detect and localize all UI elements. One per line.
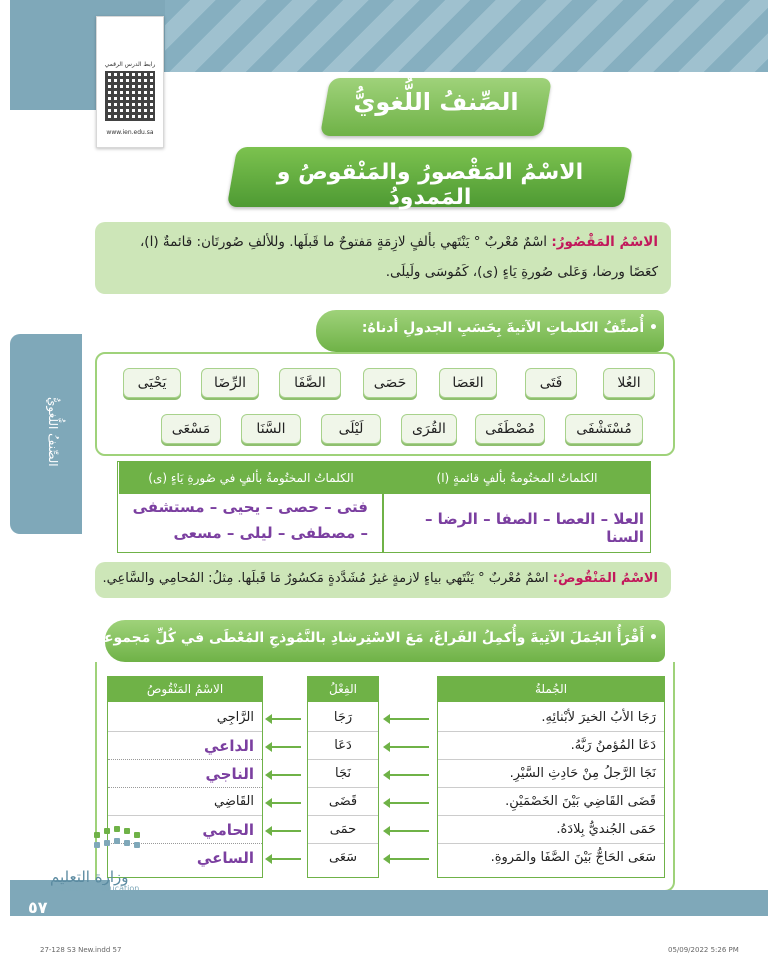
page-title: الصِّنفُ اللُّغويُّ	[353, 88, 519, 116]
arrow-left-icon	[389, 774, 429, 776]
arrow-left-icon	[389, 802, 429, 804]
noun-cell: القَاضِي	[108, 788, 262, 816]
arrow-left-icon	[389, 746, 429, 748]
noun-cell: الرَّاجِي	[108, 704, 262, 732]
word-chip: العَصَا	[439, 368, 497, 398]
verb-cell: نَجَا	[308, 760, 378, 788]
noun-answer-field[interactable]: الحامي	[108, 816, 262, 844]
word-chip: الصَّفَا	[279, 368, 341, 398]
definition-text: اسْمٌ مُعْربٌ ° يَنْتَهي بياءٍ لازمةٍ غيرُ مُشَدَّدةٍ مَكسُورٌ مَا قَبلَها. مِثلُ: المُحامِي والسَّاعِي.	[102, 571, 549, 586]
verb-cell: رَجَا	[308, 704, 378, 732]
exercise-panel	[95, 662, 675, 892]
verb-cell: قَضَى	[308, 788, 378, 816]
definition-box-maqsur	[95, 222, 671, 294]
sentence-cell: رَجَا الأبُ الخيرَ لأبْنائِهِ.	[438, 704, 664, 732]
arrow-left-icon	[389, 858, 429, 860]
qr-code-icon[interactable]	[105, 71, 155, 121]
ministry-name: وزارة التعليم	[50, 868, 129, 886]
verb-cell: دَعَا	[308, 732, 378, 760]
verb-cell: حمَى	[308, 816, 378, 844]
arrow-left-icon	[271, 830, 301, 832]
side-tab-label: الصِّنفُ اللُّغويُّ	[46, 397, 60, 467]
page-subtitle: الاسْمُ المَقْصورُ والمَنْقوصُ و المَمدودُ	[276, 160, 584, 210]
bottom-band	[10, 890, 768, 916]
verb-cell: سَعَى	[308, 844, 378, 872]
top-band-pattern	[165, 0, 768, 72]
answer-ya-line-1[interactable]: فتى – حصى – يحيى – مستشفى	[132, 498, 368, 516]
definition-line-2: كعَصًا ورضا، وَعَلى صُورةِ يَاءٍ (ى)، كَمُوسَى ولَيلَى.	[385, 264, 658, 280]
classification-table	[117, 461, 651, 553]
word-chip: مُسْتَشْفَى	[565, 414, 643, 444]
word-chip: حَصَى	[363, 368, 417, 398]
sentence-cell: دَعَا المُؤمنُ رَبَّهُ.	[438, 732, 664, 760]
definition-term: الاسْمُ المَقْصُورُ:	[551, 234, 658, 250]
word-chip: الرِّضَا	[201, 368, 259, 398]
word-chip: القُرَى	[401, 414, 457, 444]
arrow-left-icon	[271, 802, 301, 804]
question-2: • أَقْرَأُ الجُمَلَ الآتِيةَ وأُكمِلُ الفَراغَ، مَعَ الاسْتِرشادِ بالنَّمُوذجِ المُعْطَى في كُلِّ مَجموعةٍ:	[89, 630, 658, 646]
answer-ya-line-2[interactable]: – مصطفى – ليلى – مسعى	[173, 524, 368, 542]
word-chip: فَتَى	[525, 368, 577, 398]
arrow-left-icon	[271, 746, 301, 748]
table-header-ya: الكلماتُ المختُومةُ بألفٍ في صُورةِ يَاءٍ (ى)	[118, 462, 383, 494]
sentence-cell: قَضَى القَاضِي بَيْنَ الخَصْمَيْنِ.	[438, 788, 664, 816]
words-panel	[95, 352, 675, 456]
answer-qaima[interactable]: العلا – العصا – الصفا – الرضا – السنا	[424, 510, 644, 546]
footer-date: 05/09/2022 5:26 PM	[668, 946, 739, 954]
definition-text: اسْمٌ مُعْربٌ ° يَنْتَهي بألفٍ لازِمَةٍ مَفتوحٌ ما قَبلَها. وللألفِ صُورتَان: قائمةٌ (ا)،	[139, 234, 548, 250]
footer-file: 27-128 S3 New.indd 57	[40, 946, 122, 954]
arrow-left-icon	[389, 830, 429, 832]
noun-answer-field[interactable]: الداعي	[108, 732, 262, 760]
word-chip: مَسْعَى	[161, 414, 221, 444]
page-number: ٥٧	[28, 898, 48, 917]
word-chip: العُلا	[603, 368, 655, 398]
arrow-left-icon	[271, 774, 301, 776]
word-chip: السَّنَا	[241, 414, 301, 444]
noun-answer-field[interactable]: الساعي	[108, 844, 262, 872]
sentence-cell: نَجَا الرَّجلُ مِنْ حَادِثِ السَّيْرِ.	[438, 760, 664, 788]
ministry-name-en: Ministry of Education	[55, 884, 140, 893]
sentence-cell: سَعَى الحَاجُّ بَيْنَ الصَّفَا والمَروةِ.	[438, 844, 664, 872]
qr-title: رابط الدرس الرقمي	[104, 61, 156, 68]
definition-term: الاسْمُ المَنْقُوصُ:	[552, 571, 658, 586]
word-chip: مُصْطَفَى	[475, 414, 545, 444]
arrow-left-icon	[271, 718, 301, 720]
word-chip: يَحْيَى	[123, 368, 181, 398]
column-header-verb: الفِعْلُ	[307, 676, 379, 702]
question-1: • أُصنِّفُ الكلماتِ الآتيةَ بِحَسَبِ الجدولِ أدناهُ:	[361, 320, 658, 336]
sentence-cell: حَمَى الجُنديُّ بِلادَهُ.	[438, 816, 664, 844]
ministry-logo-icon	[90, 826, 150, 866]
definition-line-1	[140, 234, 658, 250]
qr-url[interactable]: www.ien.edu.sa	[106, 129, 154, 136]
table-divider	[382, 462, 384, 552]
left-band	[10, 0, 96, 110]
noun-answer-field[interactable]: الناجي	[108, 760, 262, 788]
arrow-left-icon	[389, 718, 429, 720]
qr-card[interactable]	[96, 16, 164, 148]
column-header-noun: الاسْمُ المَنْقُوصُ	[107, 676, 263, 702]
word-chip: لَيْلَى	[321, 414, 381, 444]
table-header-qaima: الكلماتُ المختُومةُ بألفٍ قائمةٍ (ا)	[384, 462, 650, 494]
arrow-left-icon	[271, 858, 301, 860]
column-header-sentence: الجُملةُ	[437, 676, 665, 702]
definition-manqus	[103, 571, 658, 586]
